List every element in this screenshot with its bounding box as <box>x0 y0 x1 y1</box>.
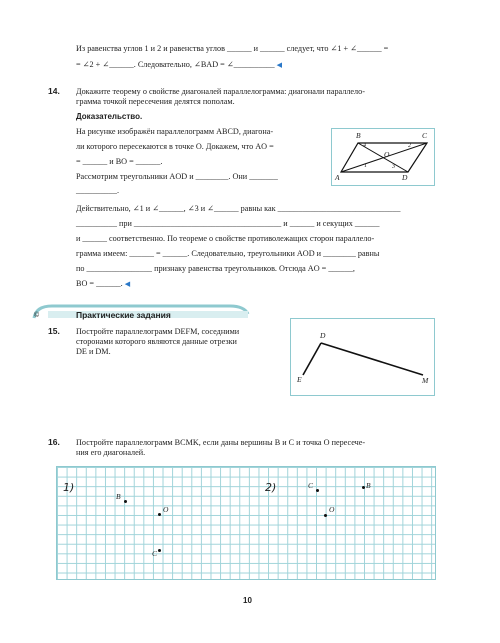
proof-line-11 <box>76 278 130 290</box>
task15-number: 15. <box>48 326 60 336</box>
label-A: A <box>335 173 340 182</box>
task14-text-1: Докажите теорему о свойстве диагоналей параллелограмма: диагонали параллело- <box>76 87 365 96</box>
part-1-label: 1) <box>63 481 75 494</box>
task16-text-2: ния его диагоналей. <box>76 448 146 457</box>
part-2-label: 2) <box>265 481 277 494</box>
carryover-line-2-text: = ∠2 + ∠______. Следовательно, ∠BAD = ∠__________ <box>76 60 275 69</box>
proof-line-4: Рассмотрим треугольники AOD и ________. Они _______ <box>76 172 278 181</box>
angle-4: 4 <box>363 143 366 149</box>
label-C-1: C <box>152 549 158 558</box>
proof-line-1: На рисунке изображён параллелограмм ABCD, диагона- <box>76 127 274 136</box>
label-O-1: O <box>163 505 169 514</box>
segments-diagram <box>291 319 434 395</box>
point-O-1 <box>158 513 161 516</box>
end-arrow-icon: ◀ <box>276 61 283 69</box>
task15-text-3: DE и DM. <box>76 347 111 356</box>
proof-line-6: Действительно, ∠1 и ∠______, ∠3 и ∠______ равны как ______________________________ <box>76 204 401 213</box>
segments-figure <box>290 318 435 396</box>
label-B-1: B <box>116 492 121 501</box>
parallelogram-diagram <box>332 129 434 185</box>
label-D-15: D <box>320 331 326 340</box>
proof-line-5: __________. <box>76 186 119 195</box>
proof-line-11-text: BO = ______. <box>76 279 123 288</box>
point-C-2 <box>316 489 319 492</box>
point-B-1 <box>124 500 127 503</box>
proof-line-9: грамма имеем: ______ = ______. Следовательно, треугольники AOD и ________ равны <box>76 249 380 258</box>
label-B: B <box>356 131 361 140</box>
angle-3: 3 <box>392 164 395 170</box>
angle-2: 2 <box>408 143 411 149</box>
carryover-line-1: Из равенства углов 1 и 2 и равенства углов ______ и ______ следует, что ∠1 + ∠______ = <box>76 44 389 53</box>
carryover-line-2 <box>76 59 282 71</box>
proof-line-8: и ______ соответственно. По теореме о свойстве противолежащих сторон параллело- <box>76 234 375 243</box>
label-E-15: E <box>297 375 302 384</box>
proof-heading: Доказательство. <box>76 112 143 121</box>
end-arrow-icon: ◀ <box>124 280 131 288</box>
proof-line-10: по ________________ признаку равенства треугольников. Отсюда AO = ______, <box>76 264 355 273</box>
proof-line-2: ли которого пересекаются в точке O. Докажем, что AO = <box>76 142 274 151</box>
section-mark: © <box>34 312 40 319</box>
section-title: Практические задания <box>76 310 171 320</box>
label-O: O <box>384 150 390 159</box>
label-B-2: B <box>366 481 371 490</box>
task14-number: 14. <box>48 86 60 96</box>
task14-text-2: грамма точкой пересечения делятся пополам. <box>76 97 235 106</box>
label-M-15: M <box>422 376 429 385</box>
task15-text-2: сторонами которого являются данные отрезки <box>76 337 237 346</box>
label-O-2: O <box>329 505 335 514</box>
parallelogram-figure <box>331 128 435 186</box>
proof-line-3: = ______ и BO = ______. <box>76 157 163 166</box>
grid-area[interactable] <box>56 466 436 580</box>
task15-text-1: Постройте параллелограмм DEFM, соседними <box>76 327 240 336</box>
point-O-2 <box>324 514 327 517</box>
point-B-2 <box>362 486 365 489</box>
section-header <box>30 302 250 322</box>
label-C: C <box>422 131 428 140</box>
task16-number: 16. <box>48 437 60 447</box>
label-C-2: C <box>308 481 314 490</box>
label-D: D <box>402 173 408 182</box>
angle-1: 1 <box>364 163 367 169</box>
point-C-1 <box>158 549 161 552</box>
task16-text-1: Постройте параллелограмм BCMK, если даны вершины B и C и точка O пересече- <box>76 438 366 447</box>
page-number: 10 <box>243 596 252 605</box>
proof-line-7: __________ при ____________________________________ и ______ и секущих ______ <box>76 219 380 228</box>
